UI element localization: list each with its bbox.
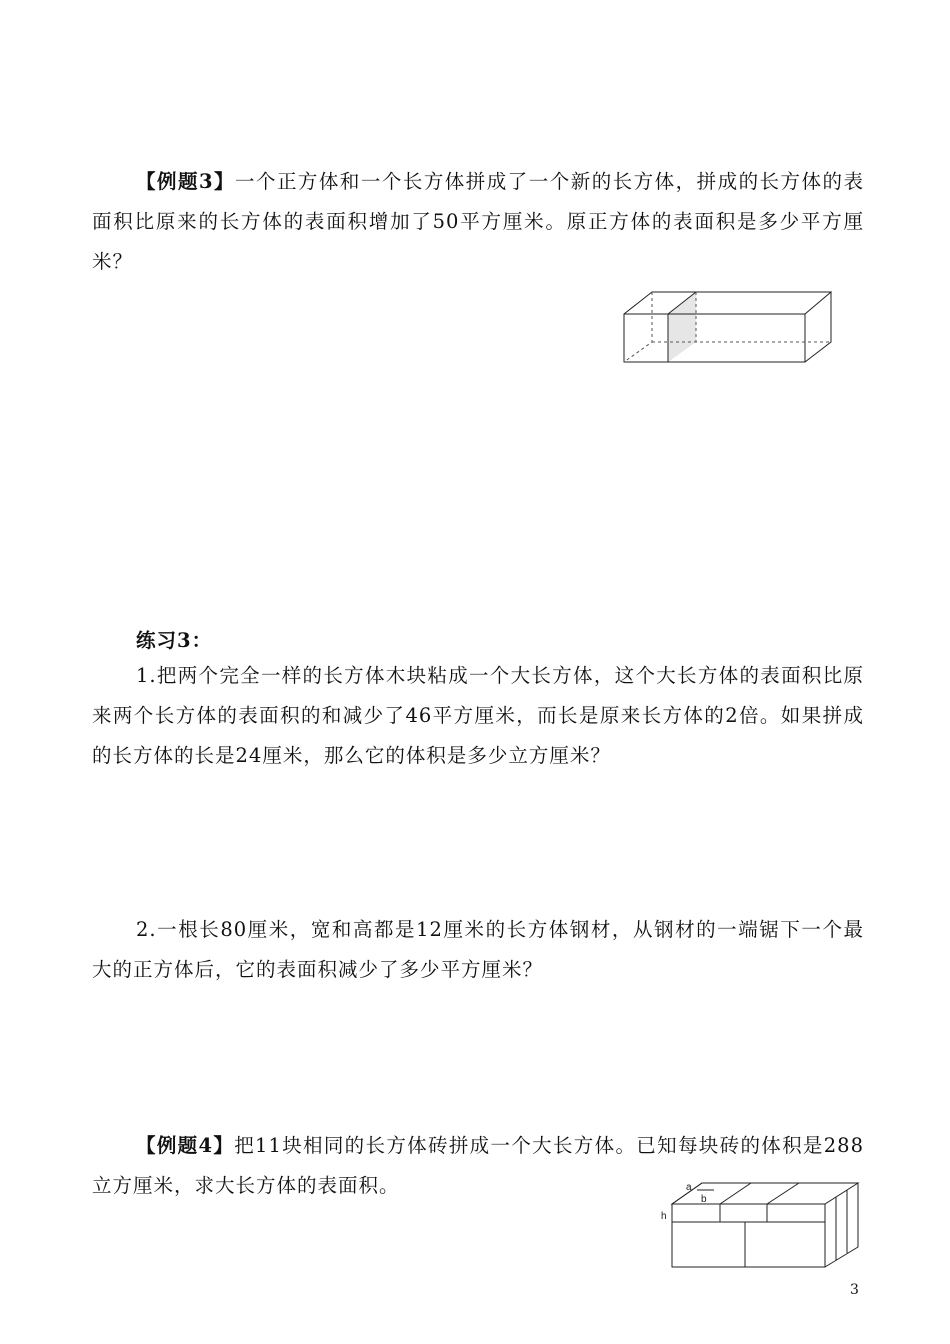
example4-label: 【例题4】 bbox=[136, 1134, 235, 1157]
top-back-edge bbox=[624, 292, 831, 314]
example3-body: 一个正方体和一个长方体拼成了一个新的长方体，拼成的长方体的表面积比原来的长方体的表面积增加了50平方厘米。原正方体的表面积是多少平方厘米？ bbox=[92, 170, 864, 273]
front-face bbox=[672, 1222, 825, 1267]
example3-figure bbox=[620, 288, 840, 368]
exercise3-heading: 练习3： bbox=[136, 629, 213, 652]
front-face bbox=[624, 314, 805, 362]
example3-paragraph bbox=[92, 162, 864, 282]
exercise3-q2-text: 2.一根长80厘米，宽和高都是12厘米的长方体钢材，从钢材的一端锯下一个最大的正方体后，它的表面积减少了多少平方厘米？ bbox=[92, 918, 864, 981]
exercise3-question1 bbox=[92, 656, 864, 776]
example3-label: 【例题3】 bbox=[136, 170, 235, 193]
top-face bbox=[672, 1183, 858, 1204]
page-number: 3 bbox=[850, 1282, 859, 1298]
label-b: b bbox=[701, 1194, 707, 1205]
label-h: h bbox=[661, 1211, 667, 1222]
exercise3-q1-text: 1.把两个完全一样的长方体木块粘成一个大长方体，这个大长方体的表面积比原来两个长方体的表面积的和减少了46平方厘米，而长是原来长方体的2倍。如果拼成的长方体的长是24厘米，那么它的体积是多少立方厘米？ bbox=[92, 664, 864, 767]
example3-text bbox=[92, 162, 864, 282]
exercise3-question2 bbox=[92, 910, 864, 990]
example4-body: 把11块相同的长方体砖拼成一个大长方体。已知每块砖的体积是288立方厘米，求大长方体的表面积。 bbox=[92, 1134, 864, 1197]
example4-figure bbox=[656, 1180, 866, 1270]
label-a: a bbox=[686, 1182, 692, 1193]
